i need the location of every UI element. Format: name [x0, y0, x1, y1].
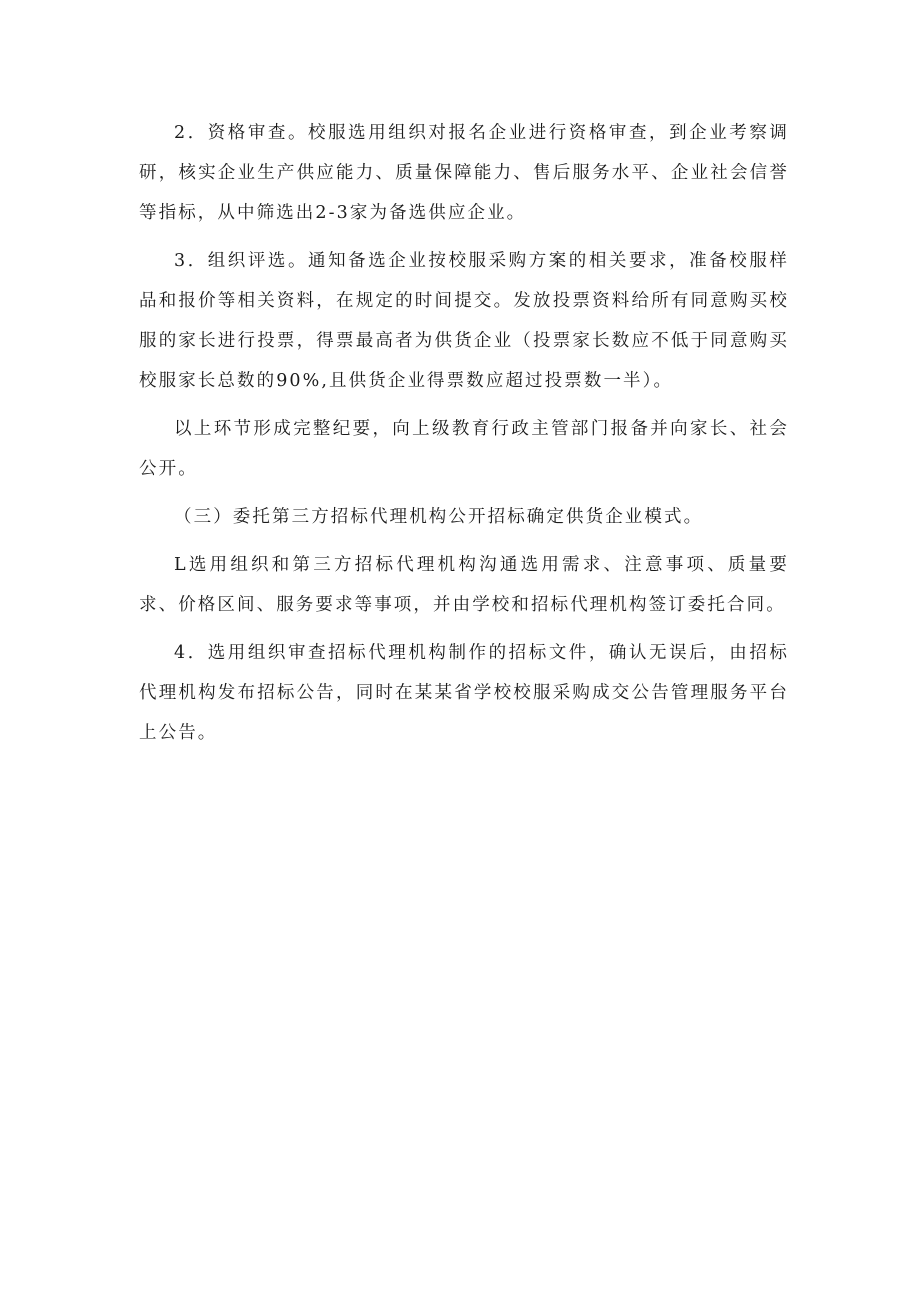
section-heading-third-party-tender: （三）委托第三方招标代理机构公开招标确定供货企业模式。: [174, 507, 704, 527]
paragraph-communicate-requirements: L选用组织和第三方招标代理机构沟通选用需求、注意事项、质量要求、价格区间、服务要求等事项，并由学校和招标代理机构签订委托合同。: [139, 555, 789, 615]
paragraph-organize-evaluation: 3．组织评选。通知备选企业按校服采购方案的相关要求，准备校服样品和报价等相关资料，在规定的时间提交。发放投票资料给所有同意购买校服的家长进行投票，得票最高者为供货企业（投票家长数应不低于同意购买校服家长总数的90%,且供货企业得票数应超过投票数一半）。: [139, 251, 789, 391]
paragraph-qualification-review: 2．资格审查。校服选用组织对报名企业进行资格审查，到企业考察调研，核实企业生产供应能力、质量保障能力、售后服务水平、企业社会信誉等指标，从中筛选出2-3家为备选供应企业。: [139, 123, 789, 223]
paragraph-review-tender-documents: 4．选用组织审查招标代理机构制作的招标文件，确认无误后，由招标代理机构发布招标公告，同时在某某省学校校服采购成交公告管理服务平台上公告。: [139, 643, 789, 743]
paragraph-minutes-report: 以上环节形成完整纪要，向上级教育行政主管部门报备并向家长、社会公开。: [139, 419, 789, 479]
document-body: [139, 113, 789, 761]
